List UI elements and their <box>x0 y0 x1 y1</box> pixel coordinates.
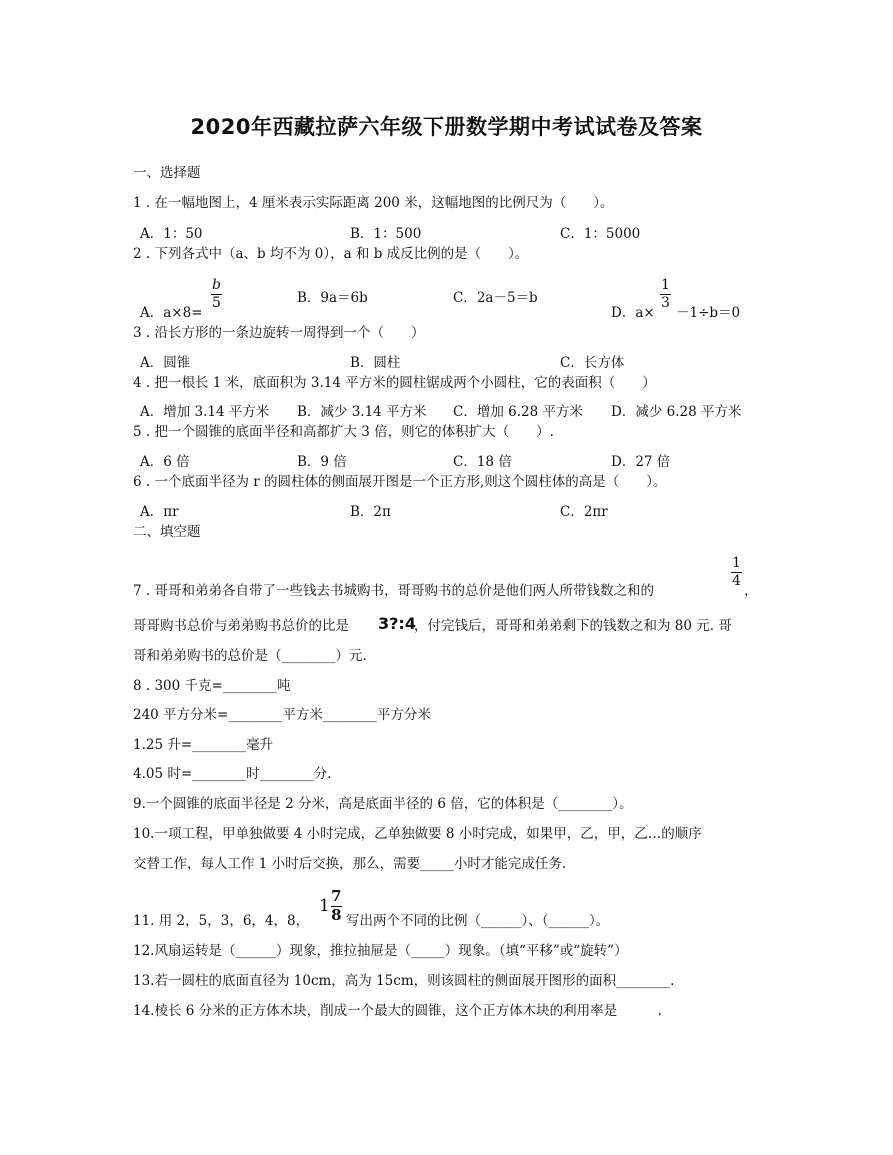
section-heading-choice: 一、选择题 <box>133 165 201 181</box>
section-heading-fill: 二、填空题 <box>133 524 201 540</box>
mixed-fraction <box>331 889 342 923</box>
question-7-line-3: 哥和弟弟购书的总价是（________）元. <box>133 648 367 664</box>
question-1-option-c: C．1：5000 <box>560 226 641 242</box>
question-7-line-2a: 哥哥购书总价与弟弟购书总价的比是 <box>133 618 349 634</box>
fraction-numerator: 1 <box>732 555 741 571</box>
question-12-text: 12.风扇运转是（______）现象，推拉抽屉是（_____）现象。（填“平移”或“旋转”） <box>133 943 628 959</box>
question-8-line-1: 8 . 300 千克=________吨 <box>133 678 291 694</box>
question-7-line-2b: ，付完钱后，哥哥和弟弟剩下的钱数之和为 80 元. 哥 <box>414 618 732 634</box>
fraction-denominator: 5 <box>212 295 221 311</box>
question-2-option-d: D．a× <box>611 305 655 321</box>
question-4-text: 4 . 把一根长 1 米，底面积为 3.14 平方米的圆柱锯成两个小圆柱，它的表面积（ ） <box>133 375 656 391</box>
question-2-text: 2 . 下列各式中（a、b 均不为 0），a 和 b 成反比例的是（ ）。 <box>133 246 529 262</box>
question-13-text: 13.若一圆柱的底面直径为 10cm，高为 15cm，则该圆柱的侧面展开图形的面积________. <box>133 973 675 989</box>
question-6-option-b: B．2π <box>350 504 391 520</box>
question-8-line-3: 1.25 升=________毫升 <box>133 737 274 753</box>
question-4-option-b: B．减少 3.14 平方米 <box>297 404 427 420</box>
question-1-option-a: A．1：50 <box>140 226 203 242</box>
question-7-ratio: 3?:4 <box>378 614 416 633</box>
question-5-option-d: D．27 倍 <box>611 454 671 470</box>
question-4-option-c: C．增加 6.28 平方米 <box>453 404 583 420</box>
question-3-option-c: C．长方体 <box>560 355 625 371</box>
question-5-option-b: B．9 倍 <box>297 454 347 470</box>
question-1-text: 1 . 在一幅地图上，4 厘米表示实际距离 200 米，这幅地图的比例尺为（ ）。 <box>133 195 614 211</box>
question-9-text: 9.一个圆锥的底面半径是 2 分米，高是底面半径的 6 倍，它的体积是（________）。 <box>133 796 633 812</box>
question-10-line-2: 交替工作，每人工作 1 小时后交换，那么，需要_____小时才能完成任务. <box>133 856 567 872</box>
question-6-option-a: A．πr <box>140 504 179 520</box>
question-8-line-4: 4.05 时=________时________分. <box>133 766 332 782</box>
question-1-option-b: B．1：500 <box>350 226 422 242</box>
question-5-option-c: C．18 倍 <box>453 454 512 470</box>
question-2-option-a: A．a×8= <box>140 305 203 321</box>
question-7-line-1: 7 . 哥哥和弟弟各自带了一些钱去书城购书，哥哥购书的总价是他们两人所带钱数之和的 <box>133 583 654 599</box>
question-11-suffix: 写出两个不同的比例（______）、（______）。 <box>346 913 610 929</box>
fraction-numerator: b <box>212 277 221 293</box>
question-11-prefix: 11. 用 2，5，3，6，4，8， <box>133 913 310 929</box>
question-6-option-c: C．2πr <box>560 504 608 520</box>
question-5-option-a: A．6 倍 <box>140 454 190 470</box>
question-2-option-d-tail: －1÷b＝0 <box>676 305 741 321</box>
question-8-line-2: 240 平方分米=________平方米________平方分米 <box>133 707 431 723</box>
question-2-option-c: C．2a－5＝b <box>453 290 538 306</box>
question-2-fraction-a <box>211 278 222 310</box>
fraction-numerator: 1 <box>661 277 670 293</box>
fraction-numerator: 7 <box>331 887 342 905</box>
question-7-line-1-end: ， <box>744 583 758 599</box>
question-3-option-a: A．圆锥 <box>140 355 191 371</box>
question-7-fraction <box>731 556 742 588</box>
question-11-mixed-number <box>319 889 342 923</box>
question-5-text: 5 . 把一个圆锥的底面半径和高都扩大 3 倍，则它的体积扩大（ ）. <box>133 424 554 440</box>
question-4-option-d: D．减少 6.28 平方米 <box>611 404 742 420</box>
question-14-text: 14.棱长 6 分米的正方体木块，削成一个最大的圆锥，这个正方体木块的利用率是 . <box>133 1003 662 1019</box>
fraction-denominator: 4 <box>732 573 741 589</box>
question-10-line-1: 10.一项工程，甲单独做要 4 小时完成，乙单独做要 8 小时完成，如果甲，乙，甲，乙…的顺序 <box>133 826 702 842</box>
question-3-option-b: B．圆柱 <box>350 355 401 371</box>
mixed-whole: 1 <box>319 896 330 916</box>
question-2-option-b: B．9a＝6b <box>297 290 368 306</box>
question-6-text: 6 . 一个底面半径为 r 的圆柱体的侧面展开图是一个正方形,则这个圆柱体的高是（ ）。 <box>133 474 667 490</box>
question-4-option-a: A．增加 3.14 平方米 <box>140 404 270 420</box>
fraction-denominator: 8 <box>331 906 342 924</box>
question-3-text: 3 . 沿长方形的一条边旋转一周得到一个（ ） <box>133 325 425 341</box>
document-title: 2020年西藏拉萨六年级下册数学期中考试试卷及答案 <box>190 115 703 139</box>
fraction-denominator: 3 <box>661 295 670 311</box>
question-2-fraction-d <box>660 278 671 310</box>
